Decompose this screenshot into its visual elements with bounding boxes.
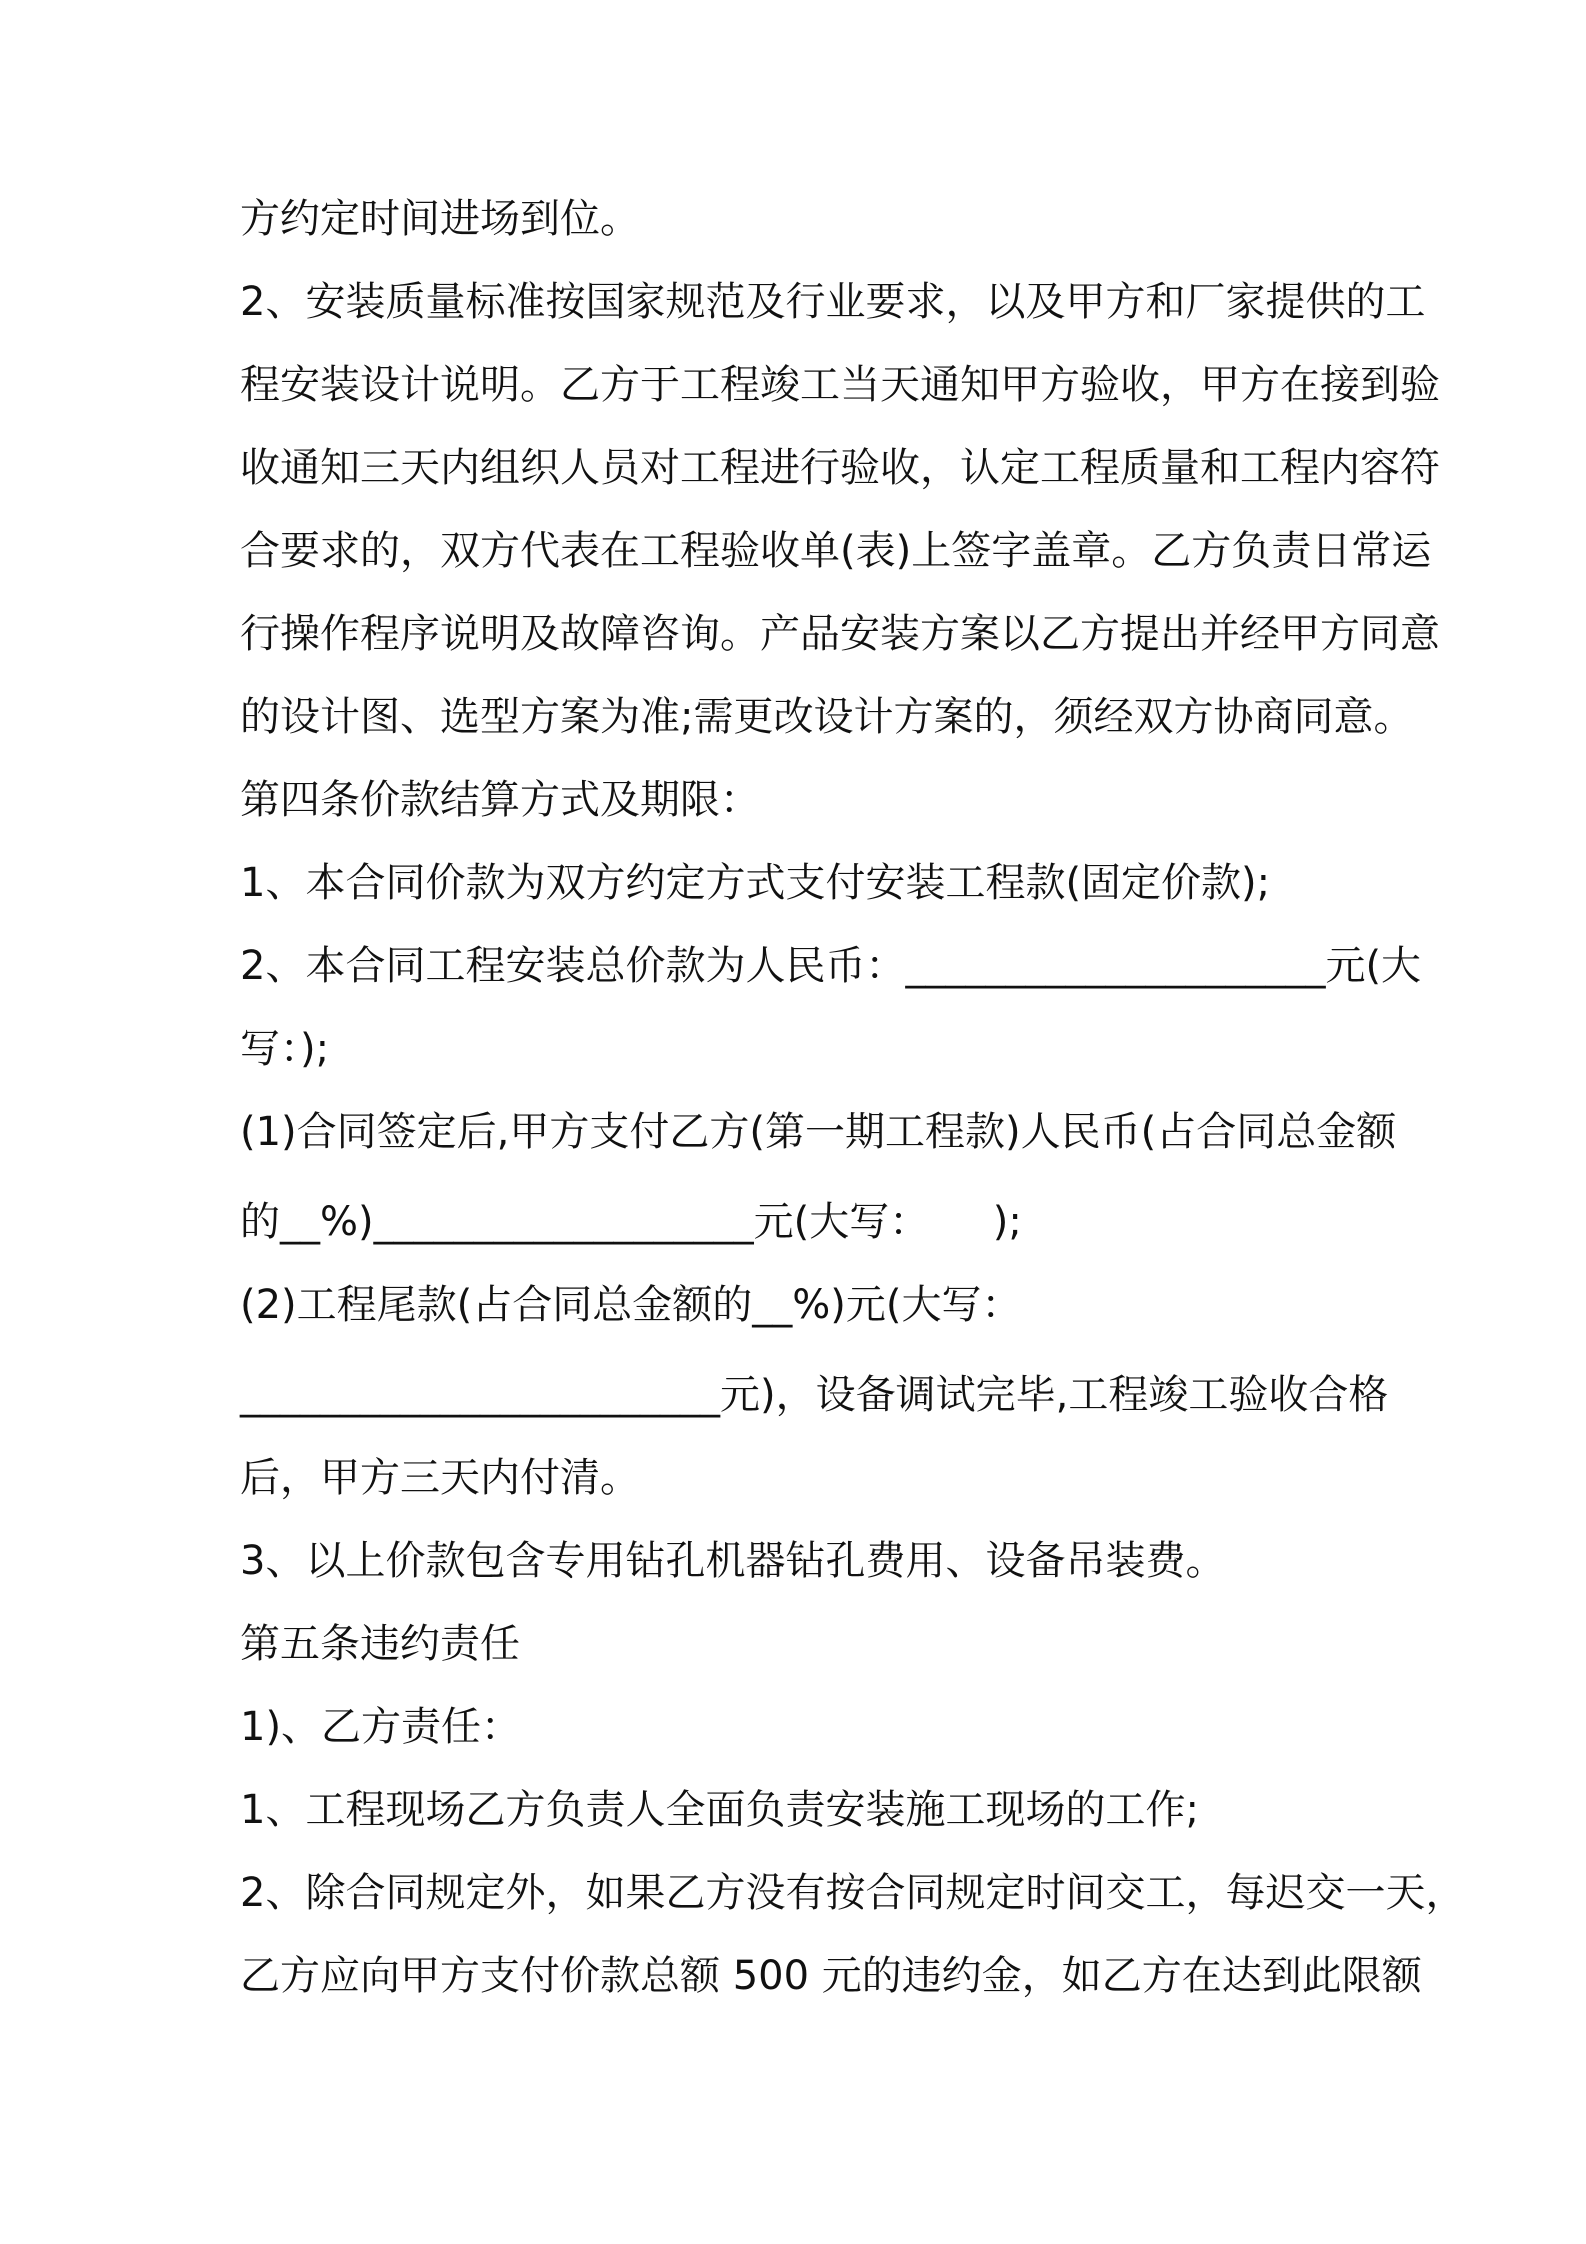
text-line: 收通知三天内组织人员对工程进行验收，认定工程质量和工程内容符 bbox=[240, 445, 1440, 491]
text-line: 1)、乙方责任： bbox=[240, 1704, 522, 1750]
text-line: 的设计图、选型方案为准;需更改设计方案的，须经双方协商同意。 bbox=[240, 694, 1414, 740]
text-line: (2)工程尾款(占合同总金额的__%)元(大写： bbox=[240, 1282, 1022, 1328]
section-heading: 第四条价款结算方式及期限： bbox=[240, 777, 760, 823]
text-line: 写：); bbox=[240, 1026, 330, 1072]
text-line: 合要求的，双方代表在工程验收单(表)上签字盖章。乙方负责日常运 bbox=[240, 528, 1432, 574]
text-line: ________________________元)，设备调试完毕,工程竣工验收合格 bbox=[240, 1372, 1389, 1418]
text-line: 乙方应向甲方支付价款总额 500 元的违约金，如乙方在达到此限额 bbox=[240, 1953, 1422, 1999]
text-line: 2、本合同工程安装总价款为人民币：_____________________元(大 bbox=[240, 943, 1422, 989]
text-line: (1)合同签定后,甲方支付乙方(第一期工程款)人民币(占合同总金额 bbox=[240, 1109, 1397, 1155]
text-line: 方约定时间进场到位。 bbox=[240, 196, 640, 242]
text-line: 3、以上价款包含专用钻孔机器钻孔费用、设备吊装费。 bbox=[240, 1538, 1226, 1584]
contract-text bbox=[240, 178, 1466, 2018]
text-line: 2、除合同规定外，如果乙方没有按合同规定时间交工，每迟交一天， bbox=[240, 1870, 1466, 1916]
text-line: 程安装设计说明。乙方于工程竣工当天通知甲方验收，甲方在接到验 bbox=[240, 362, 1440, 408]
section-heading: 第五条违约责任 bbox=[240, 1621, 520, 1667]
text-line: 1、工程现场乙方负责人全面负责安装施工现场的工作; bbox=[240, 1787, 1199, 1833]
text-line: 1、本合同价款为双方约定方式支付安装工程款(固定价款); bbox=[240, 860, 1271, 906]
text-line: 后，甲方三天内付清。 bbox=[240, 1455, 640, 1501]
text-line: 行操作程序说明及故障咨询。产品安装方案以乙方提出并经甲方同意 bbox=[240, 611, 1440, 657]
text-line: 2、安装质量标准按国家规范及行业要求，以及甲方和厂家提供的工 bbox=[240, 279, 1426, 325]
text-line: 的__%)___________________元(大写： ); bbox=[240, 1199, 1022, 1245]
